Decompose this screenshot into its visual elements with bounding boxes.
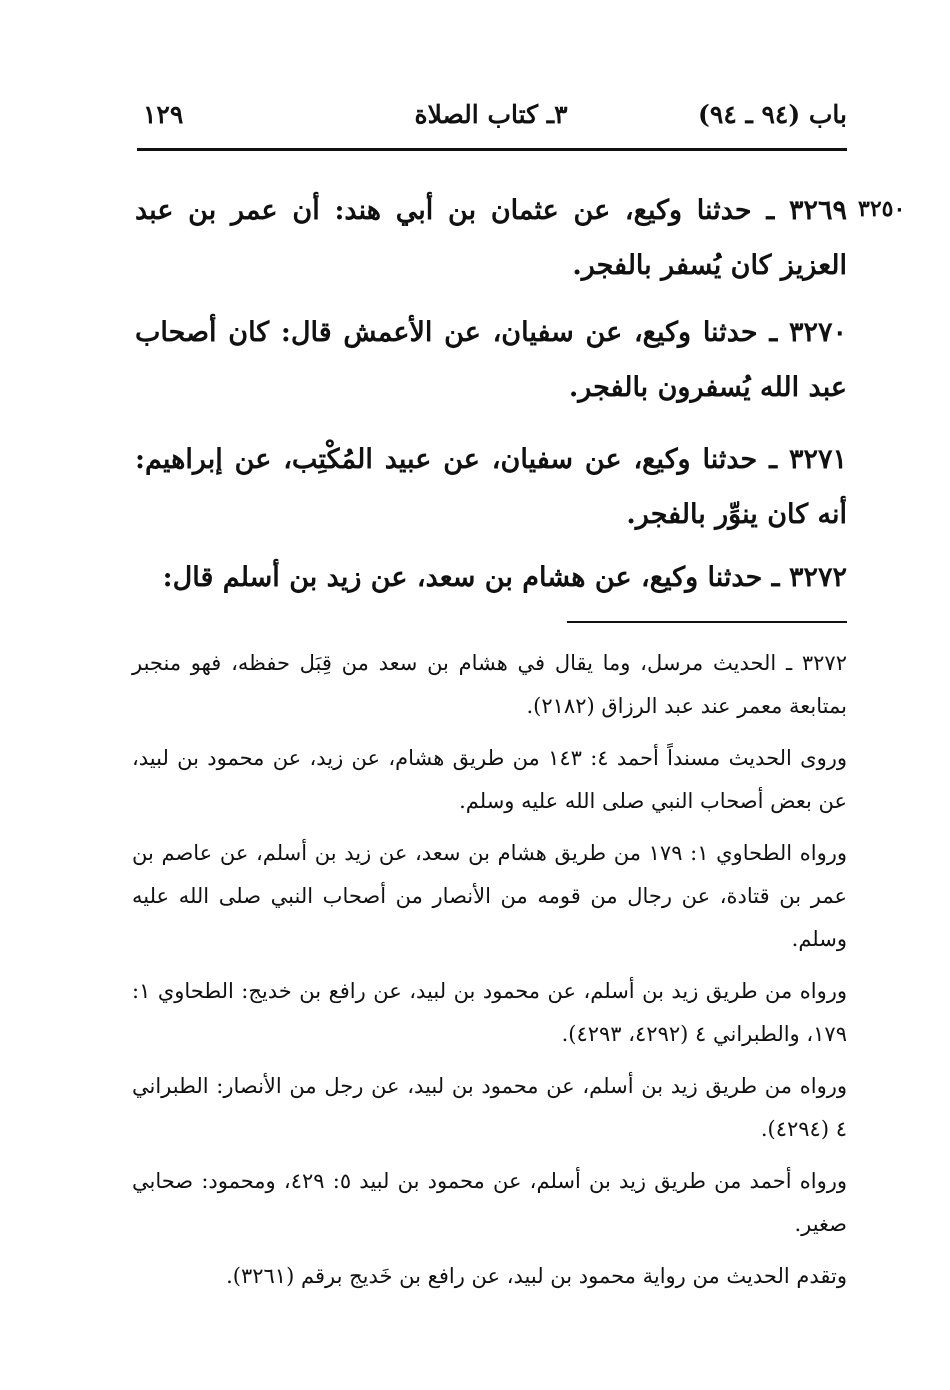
running-header <box>135 100 847 140</box>
hadith-3271: ٣٢٧١ ـ حدثنا وكيع، عن سفيان، عن عبيد المُكْتِب، عن إبراهيم: أنه كان ينوِّر بالفجر. <box>135 444 847 530</box>
footnote-separator <box>567 621 847 623</box>
page-number: ١٢٩ <box>143 100 184 129</box>
book-title: ٣ـ كتاب الصلاة <box>414 100 568 129</box>
hadith-3269: ٣٢٦٩ ـ حدثنا وكيع، عن عثمان بن أبي هند: أن عمر بن عبد العزيز كان يُسفر بالفجر. <box>135 195 847 281</box>
footnote-paragraph: وروى الحديث مسنداً أحمد ٤: ١٤٣ من طريق هشام، عن زيد، عن محمود بن لبيد، عن بعض أصحاب النبي صلى الله عليه وسلم. <box>132 746 847 813</box>
footnote-paragraph: ٣٢٧٢ ـ الحديث مرسل، وما يقال في هشام بن سعد من قِبَل حفظه، فهو منجبر بمتابعة معمر عند عبد الرزاق (٢١٨٢). <box>132 651 847 718</box>
chapter-range: باب (٩٤ ـ ٩٤) <box>698 100 847 129</box>
footnote-paragraph: ورواه من طريق زيد بن أسلم، عن محمود بن لبيد، عن رجل من الأنصار: الطبراني ٤ (٤٢٩٤). <box>132 1074 847 1141</box>
footnote-paragraph: ورواه الطحاوي ١: ١٧٩ من طريق هشام بن سعد، عن زيد بن أسلم، عن عاصم بن عمر بن قتادة، عن رجال من قومه من الأنصار من أصحاب النبي صلى الله عليه وسلم. <box>132 841 848 951</box>
footnote-paragraph: وتقدم الحديث من رواية محمود بن لبيد، عن رافع بن خَديج برقم (٣٢٦١). <box>226 1264 847 1288</box>
footnotes <box>132 642 847 1307</box>
hadith-3270: ٣٢٧٠ ـ حدثنا وكيع، عن سفيان، عن الأعمش قال: كان أصحاب عبد الله يُسفرون بالفجر. <box>135 317 847 403</box>
margin-reference-number: ٣٢٥٠ <box>858 196 906 222</box>
hadith-3272: ٣٢٧٢ ـ حدثنا وكيع، عن هشام بن سعد، عن زيد بن أسلم قال: <box>162 562 847 593</box>
footnote-paragraph: ورواه أحمد من طريق زيد بن أسلم، عن محمود بن لبيد ٥: ٤٢٩، ومحمود: صحابي صغير. <box>132 1169 848 1236</box>
footnote-paragraph: ورواه من طريق زيد بن أسلم، عن محمود بن لبيد، عن رافع بن خديج: الطحاوي ١: ١٧٩، والطبراني ٤ (٤٢٩٢، ٤٢٩٣). <box>132 979 847 1046</box>
header-rule <box>137 148 847 151</box>
